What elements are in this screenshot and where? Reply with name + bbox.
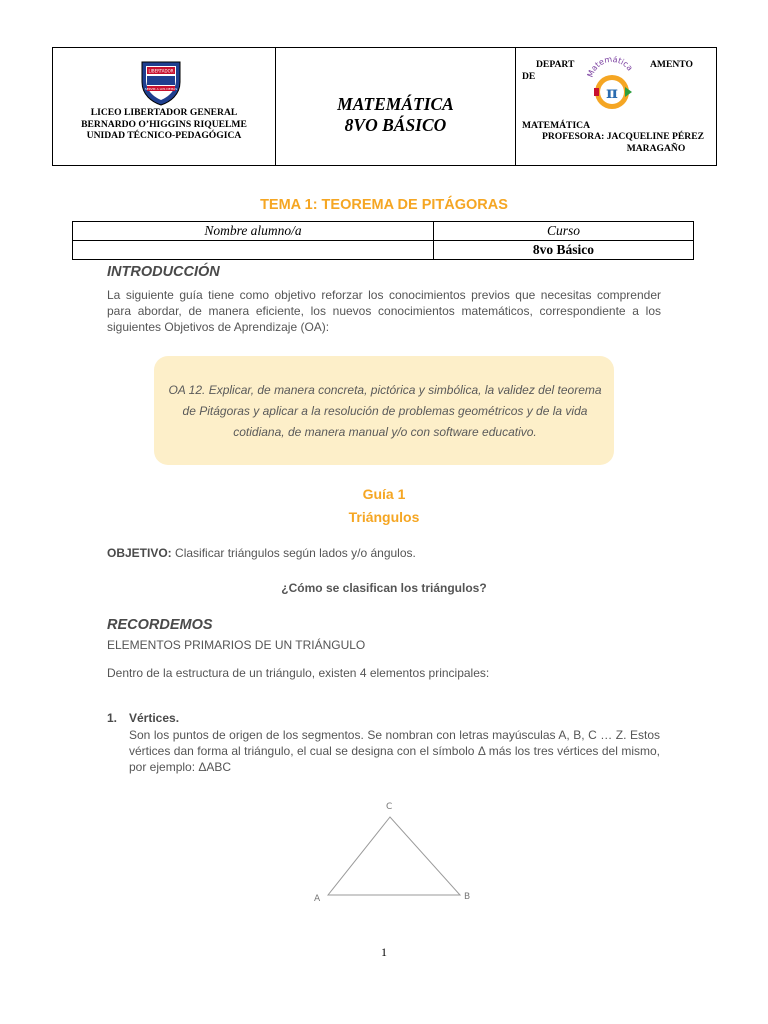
guide-title: Guía 1 bbox=[362, 486, 406, 502]
objective-text: Clasificar triángulos según lados y/o ángulos. bbox=[175, 546, 416, 560]
subject-title bbox=[276, 94, 515, 136]
student-name-field[interactable] bbox=[73, 241, 434, 260]
svg-text:SERVIR A LOS DEMÁS: SERVIR A LOS DEMÁS bbox=[144, 87, 178, 91]
dept-name: MATEMÁTICA bbox=[522, 120, 591, 131]
student-name-header: Nombre alumno/a bbox=[73, 222, 434, 241]
table-header-row bbox=[73, 222, 694, 241]
school-crest-icon bbox=[138, 58, 184, 106]
department-cell bbox=[516, 48, 716, 165]
vertex-a-label: A bbox=[314, 894, 321, 904]
elements-intro-text: Dentro de la estructura de un triángulo, existen 4 elementos principales: bbox=[107, 666, 490, 680]
page-number: 1 bbox=[381, 945, 387, 959]
document-header bbox=[52, 47, 717, 166]
course-header: Curso bbox=[434, 222, 694, 241]
elements-subheading: ELEMENTOS PRIMARIOS DE UN TRIÁNGULO bbox=[107, 638, 366, 652]
item-body: Son los puntos de origen de los segmentos. Se nombran con letras mayúsculas A, B, C … Z. Estos vértices dan forma al triángulo, el cual se designa con el símbolo Δ más los tres vértices del mismo, por ejemplo: ΔABC bbox=[129, 728, 660, 774]
teacher-surname: MARAGAÑO bbox=[626, 143, 686, 154]
guiding-question: ¿Cómo se clasifican los triángulos? bbox=[281, 581, 487, 595]
school-line-3: UNIDAD TÉCNICO-PEDAGÓGICA bbox=[86, 130, 242, 141]
subject-cell bbox=[276, 48, 516, 165]
dept-label-de: DE bbox=[522, 71, 536, 82]
math-department-logo-icon bbox=[582, 52, 642, 114]
school-line-2: BERNARDO O’HIGGINS RIQUELME bbox=[81, 118, 247, 130]
teacher-name: PROFESORA: JACQUELINE PÉREZ bbox=[541, 131, 704, 142]
svg-text:π: π bbox=[606, 83, 618, 102]
topic-title: TEMA 1: TEOREMA DE PITÁGORAS bbox=[260, 197, 508, 213]
school-line-1: LICEO LIBERTADOR GENERAL bbox=[90, 107, 238, 118]
recordemos-heading: RECORDEMOS bbox=[107, 617, 213, 633]
student-info-table bbox=[72, 221, 694, 260]
intro-heading: INTRODUCCIÓN bbox=[107, 264, 220, 280]
triangle-diagram bbox=[300, 795, 480, 910]
vertex-c-label: C bbox=[386, 802, 393, 812]
course-value: 8vo Básico bbox=[434, 241, 694, 260]
objective-label: OBJETIVO: bbox=[107, 546, 172, 560]
table-value-row bbox=[73, 241, 694, 260]
item-title: Vértices. bbox=[129, 711, 180, 725]
school-cell bbox=[53, 48, 276, 165]
dept-label-part2: AMENTO bbox=[650, 59, 693, 70]
vertex-b-label: B bbox=[464, 892, 471, 902]
dept-label-part1: DEPART bbox=[536, 59, 575, 70]
subject-level: 8VO BÁSICO bbox=[344, 115, 447, 135]
triangle-shape bbox=[328, 817, 460, 895]
guide-subtitle: Triángulos bbox=[348, 509, 420, 525]
svg-text:LIBERTADOR: LIBERTADOR bbox=[148, 68, 174, 74]
intro-text: La siguiente guía tiene como objetivo reforzar los conocimientos previos que necesitas comprender para abordar, de manera eficiente, los nuevos conocimientos matemáticos, correspondiente a los siguientes Objetivos de Aprendizaje (OA): bbox=[107, 288, 661, 334]
objective bbox=[107, 546, 416, 560]
subject-name: MATEMÁTICA bbox=[337, 94, 454, 114]
school-name bbox=[53, 107, 275, 142]
item-number: 1. bbox=[107, 711, 118, 725]
oa-text: OA 12. Explicar, de manera concreta, pictórica y simbólica, la validez del teorema de Pitágoras y aplicar a la resolución de problemas geométricos y de la vida cotidiana, de manera manual y/o con software educativo. bbox=[168, 383, 602, 439]
svg-text:Matemática: Matemática bbox=[585, 54, 635, 79]
